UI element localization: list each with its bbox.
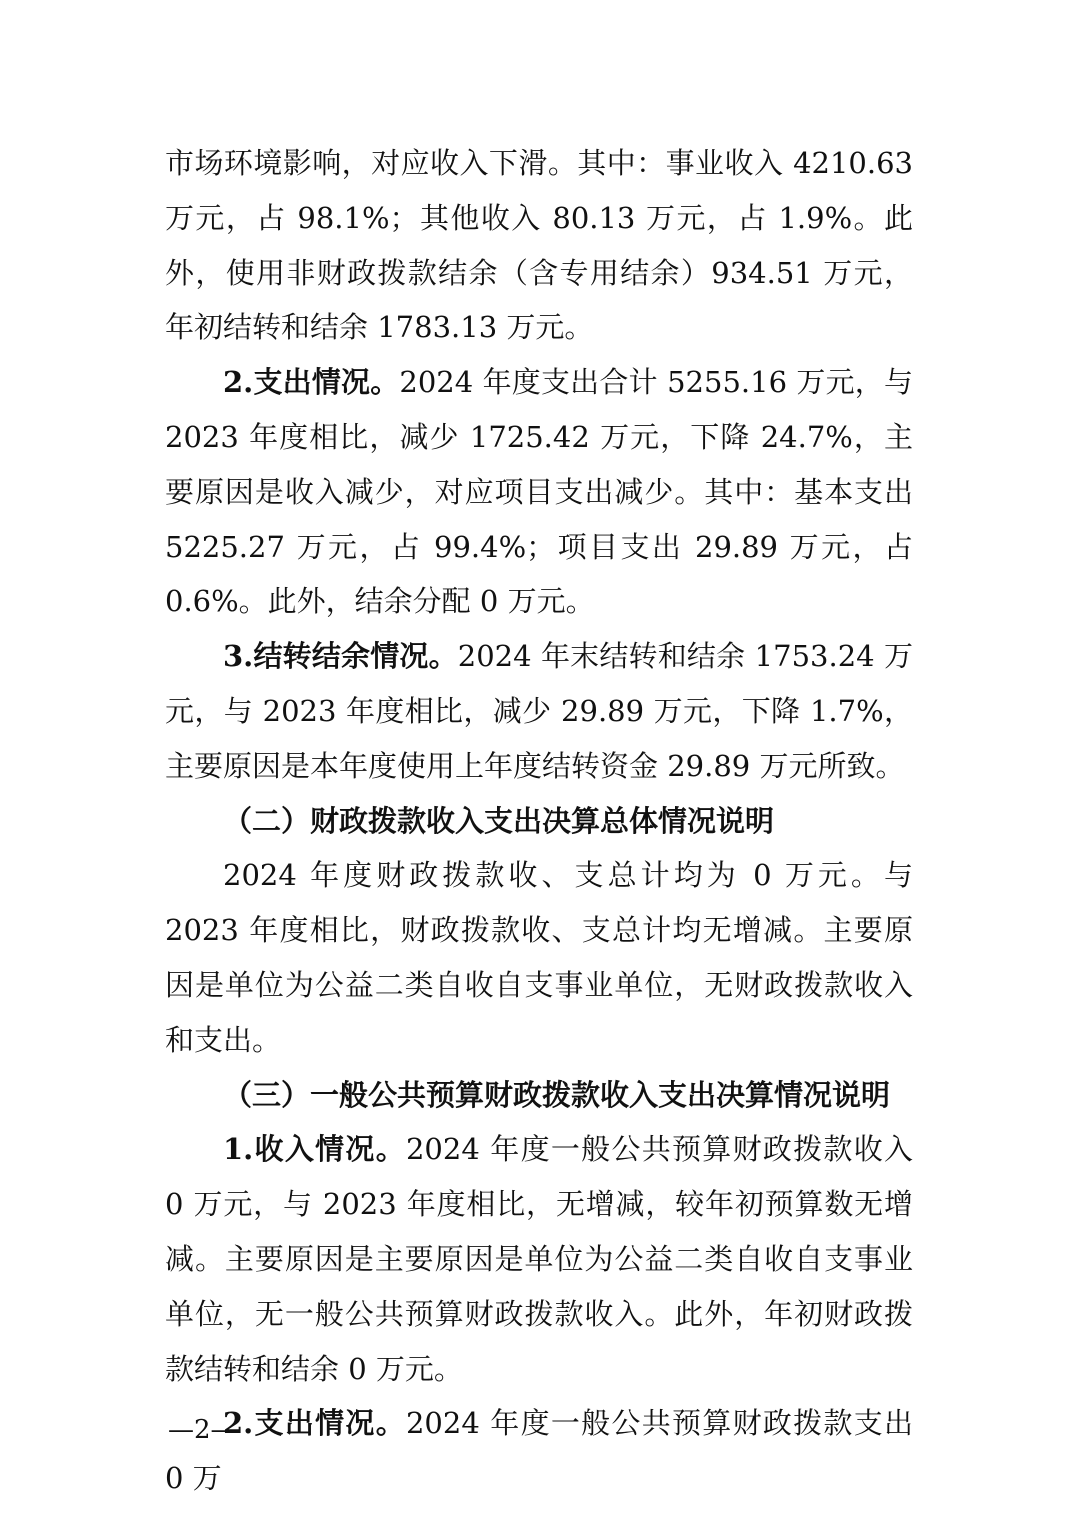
page-number: —2— — [168, 1415, 237, 1445]
general-income-lead: 1.收入情况。 — [223, 1132, 406, 1167]
general-expenditure-lead: 2.支出情况。 — [223, 1406, 406, 1441]
expenditure-lead: 2.支出情况。 — [223, 365, 400, 400]
section-heading-3: （三）一般公共预算财政拨款收入支出决算情况说明 — [223, 1077, 891, 1112]
paragraph-carryover — [165, 629, 913, 793]
paragraph-expenditure — [165, 355, 913, 629]
paragraph-general-income — [165, 1122, 913, 1396]
document-body — [165, 136, 913, 1506]
general-income-body: 2024 年度一般公共预算财政拨款收入 0 万元，与 2023 年度相比，无增减，较年初预算数无增减。主要原因是主要原因是单位为公益二类自收自支事业单位，无一般公共预算财政拨款收入。此外，年初财政拨款结转和结余 0 万元。 — [165, 1132, 913, 1386]
expenditure-body: 2024 年度支出合计 5255.16 万元，与 2023 年度相比，减少 1725.42 万元，下降 24.7%，主要原因是收入减少，对应项目支出减少。其中：基本支出 5225.27 万元，占 99.4%；项目支出 29.89 万元，占 0.6%。此外，结余分配 0 万元。 — [165, 365, 913, 619]
section-heading-2: （二）财政拨款收入支出决算总体情况说明 — [223, 803, 775, 838]
paragraph-fiscal-total: 2024 年度财政拨款收、支总计均为 0 万元。与 2023 年度相比，财政拨款收、支总计均无增减。主要原因是单位为公益二类自收自支事业单位，无财政拨款收入和支出。 — [165, 858, 913, 1057]
carryover-lead: 3.结转结余情况。 — [223, 639, 458, 674]
paragraph-general-expenditure — [165, 1396, 913, 1506]
paragraph-income-continued: 市场环境影响，对应收入下滑。其中：事业收入 4210.63 万元，占 98.1%；其他收入 80.13 万元，占 1.9%。此外，使用非财政拨款结余（含专用结余）934.51 万元，年初结转和结余 1783.13 万元。 — [165, 146, 913, 345]
general-expenditure-body: 2024 年度一般公共预算财政拨款支出 0 万 — [165, 1406, 913, 1496]
carryover-body: 2024 年末结转和结余 1753.24 万元，与 2023 年度相比，减少 29.89 万元，下降 1.7%，主要原因是本年度使用上年度结转资金 29.89 万元所致。 — [165, 639, 913, 783]
